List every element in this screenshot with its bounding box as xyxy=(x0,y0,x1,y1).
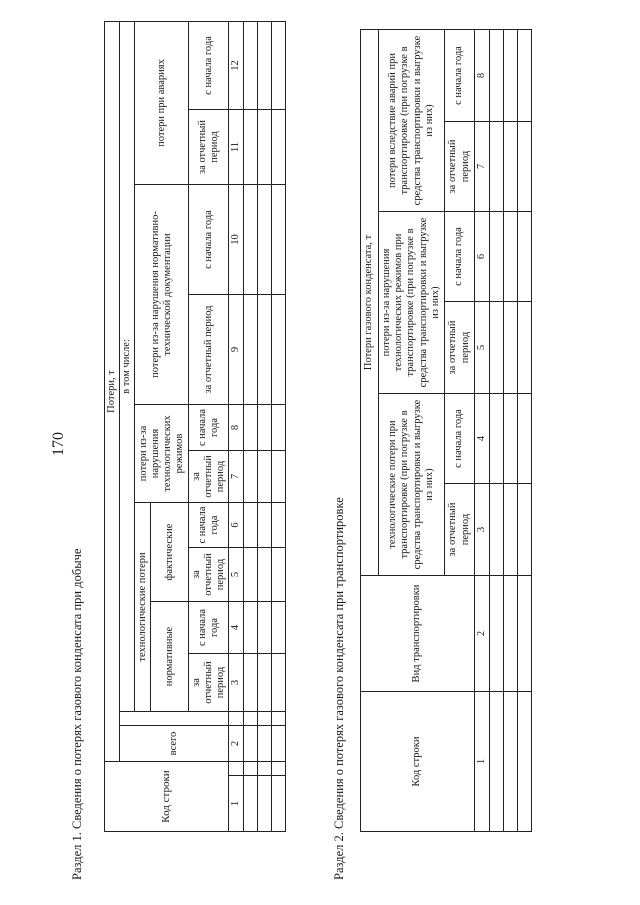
s2-empty-row xyxy=(518,30,532,832)
section2-table xyxy=(360,29,532,832)
s2-col-number: 5 xyxy=(475,302,490,394)
s1-col-number: 1 xyxy=(229,776,244,832)
s1-col-number: 7 xyxy=(229,451,244,503)
s2-year-header: с начала года xyxy=(445,394,475,484)
s1-blank-cell xyxy=(229,762,244,776)
s1-col-number: 10 xyxy=(229,185,244,295)
s2-col-number: 7 xyxy=(475,122,490,212)
s2-col-number: 8 xyxy=(475,30,490,122)
s2-empty-row xyxy=(490,30,504,832)
s1-empty-row xyxy=(244,21,258,831)
s1-period-header: за отчетный период xyxy=(189,548,229,602)
s2-col-number: 1 xyxy=(475,692,490,832)
s1-period-header: за отчетный период xyxy=(189,654,229,712)
s2-accidents-header: потери вследствие аварий при транспортировке (при погрузке в средства транспортировки и выгрузке из них) xyxy=(379,30,445,212)
s1-normative-header: нормативные xyxy=(151,602,189,712)
s2-year-header: с начала года xyxy=(445,212,475,302)
s1-period-header: за отчетный период xyxy=(189,295,229,405)
s1-empty-row xyxy=(272,21,286,831)
s1-col-number: 4 xyxy=(229,602,244,654)
rotated-content xyxy=(70,22,610,882)
s1-col-number: 11 xyxy=(229,110,244,185)
s1-total-header: всего xyxy=(120,726,229,762)
s2-period-header: за отчетный период xyxy=(445,484,475,576)
s2-col-number: 6 xyxy=(475,212,490,302)
s1-col-number: 2 xyxy=(229,726,244,762)
s1-losses-header: Потери, т xyxy=(105,21,120,761)
s1-year-header: с начала года xyxy=(189,503,229,548)
s1-col-number: 9 xyxy=(229,295,244,405)
s2-col-number: 2 xyxy=(475,576,490,692)
s1-year-header: с начала года xyxy=(189,602,229,654)
s2-period-header: за отчетный период xyxy=(445,302,475,394)
s2-col-number: 4 xyxy=(475,394,490,484)
s1-accidents-header: потери при авариях xyxy=(135,21,189,184)
page-number: 170 xyxy=(50,432,67,456)
s1-col-number: 12 xyxy=(229,21,244,109)
s2-year-header: с начала года xyxy=(445,30,475,122)
s2-row-code-header: Код строки xyxy=(361,692,475,832)
s1-blank-cell xyxy=(229,712,244,726)
s2-regime-header: потери из-за нарушения технологических режимов при транспортировке (при погрузке в средства транспортировки и выгрузке из них) xyxy=(379,212,445,394)
s1-year-header: с начала года xyxy=(189,185,229,295)
s2-tech-header: технологические потери при транспортировке (при погрузке в средства транспортировки и выгрузке из них) xyxy=(379,394,445,576)
s2-col-number: 3 xyxy=(475,484,490,576)
s1-row-code-header: Код строки xyxy=(105,762,229,832)
s1-col-number: 6 xyxy=(229,503,244,548)
s2-empty-row xyxy=(504,30,518,832)
s2-period-header: за отчетный период xyxy=(445,122,475,212)
s1-actual-header: фактические xyxy=(151,503,189,602)
s1-incl-header: в том числе: xyxy=(120,21,135,711)
s1-period-header: за отчетный период xyxy=(189,451,229,503)
s1-empty-row xyxy=(258,21,272,831)
s1-col-number: 5 xyxy=(229,548,244,602)
s2-transport-header: Вид транспортировки xyxy=(361,576,475,692)
s1-year-header: с начала года xyxy=(189,21,229,109)
s2-losses-header: Потери газового конденсата, т xyxy=(361,30,379,576)
s1-blank-header xyxy=(120,712,229,726)
section1-title: Раздел 1. Сведения о потерях газового конденсата при добыче xyxy=(70,548,84,880)
s1-regime-header: потери из-за нарушения технологических режимов xyxy=(135,405,189,503)
s1-col-number: 8 xyxy=(229,405,244,451)
s1-docs-header: потери из-за нарушения нормативно-технической документации xyxy=(135,185,189,405)
s1-col-number: 3 xyxy=(229,654,244,712)
s1-tech-header: технологические потери xyxy=(135,503,151,712)
s1-period-header: за отчетный период xyxy=(189,110,229,185)
section2-title: Раздел 2. Сведения о потерях газового конденсата при транспортировке xyxy=(332,497,346,880)
section1-table xyxy=(104,21,286,832)
s1-year-header: с начала года xyxy=(189,405,229,451)
